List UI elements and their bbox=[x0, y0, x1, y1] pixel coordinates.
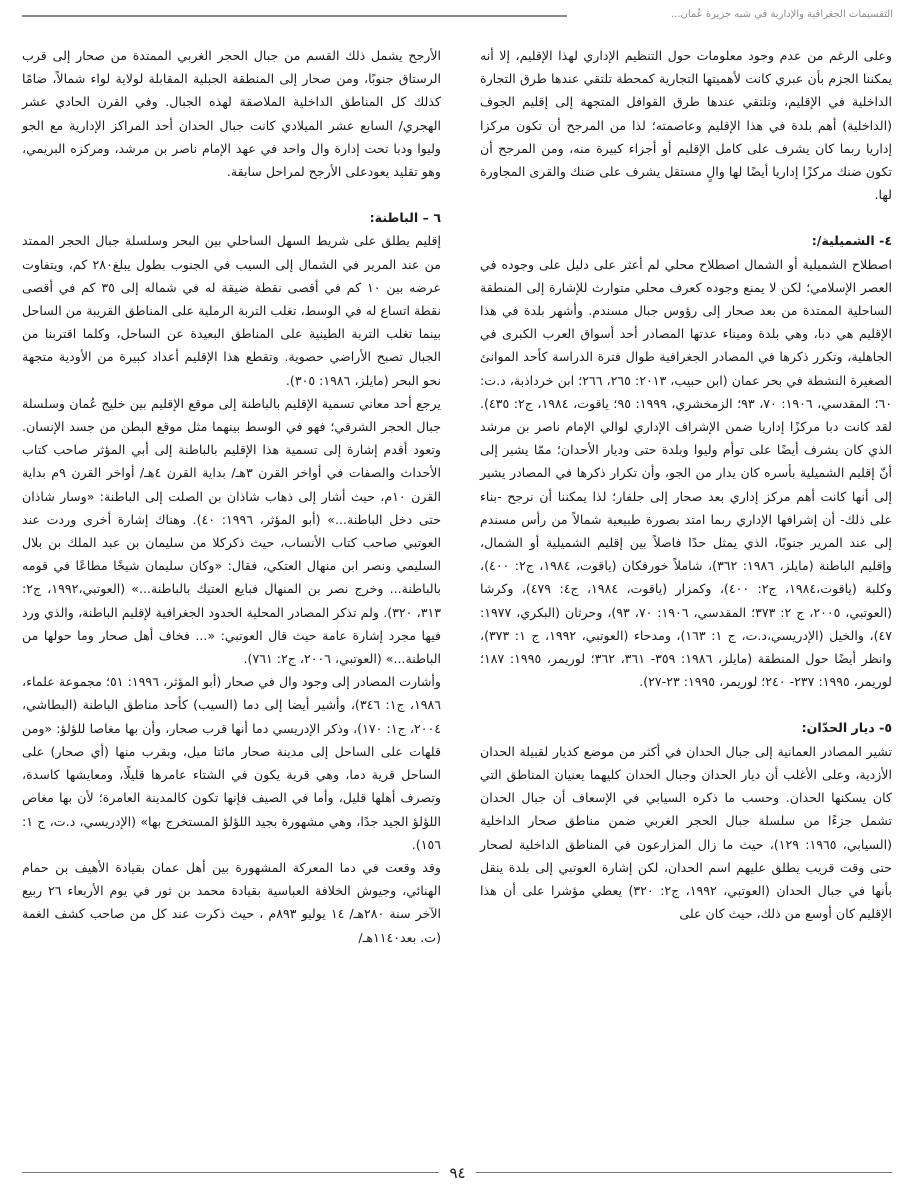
body-paragraph: الأرجح يشمل ذلك القسم من جبال الحجر الغربي الممتدة من صحار إلى قرب الرستاق جنوبًا، ومن صحار إلى المنطقة الجبلية المقابلة لولاية لواء شمالاً، ضامًا كذلك كل المناطق الداخلية الملاصقة لهذه الجبال. وفي القرن الحادي عشر الهجري/ السابع عشر الميلادي كانت جبال الحدان أحد المراكز الإدارية مع الجو وليوا ودبا تحت إدارة وال واحد في عهد الإمام ناصر بن مرشد، ومركزه البريمي، وهو تقليد يعودعلى الأرجح لمراحل سابقة. bbox=[22, 48, 441, 180]
body-paragraph: اصطلاح الشميلية أو الشمال اصطلاح محلي لم أعثر على دليل على وجوده في العصر الإسلامي؛ لكن لا يمنع وجوده كعرف محلي متوارث للإشارة إلى المنطقة الساحلية الممتدة من بعد صحار إلى رؤوس جبال مسندم. وأشهر بلدة في هذا الإقليم هي دبا، وهي بلدة وميناء عدتها المصادر أحد أسواق العرب الكبرى في الجاهلية، وتكرر ذكرها في المصادر الجغرافية طوال فترة الدراسة كأحد الموانئ الصغيرة النشطة في بحر عمان (ابن حبيب، ٢٠١٣: ٢٦٥، ٢٦٦؛ ابن خرداذبة، د.ت: ٦٠؛ المقدسي، ١٩٠٦: ٧٠، ٩٣؛ الزمخشري، ١٩٩٩: ٩٥؛ ياقوت، ١٩٨٤، ج٢: ٤٣٥). لقد كانت دبا مركزًا إداريا ضمن الإشراف الإداري لوالي الإمام ناصر بن مرشد الذي كان يشرف أيضًا على توأم وليوا وبلدة حتى وديار الأحدان؛ ممّا يشير إلى أنّ إقليم الشميلية بأسره كان يدار من الجو، وأن تكرار ذكرها في المصادر يشير إلى أنها كانت أهم مركز إداري بعد صحار إلى جلفار؛ لذا يمكننا أن نرجح -بناء على ذلك- أن إشرافها الإداري ربما امتد بصورة طبيعية شمالاً من رأس مسندم إلى عند المرير جنوبًا، الذي يمثل حدًا فاصلاً بين إقليم الشميلية أو الشمال، وإقليم الباطنة (مايلز، ١٩٨٦: ٣٦٢)، شاملاً خورفكان (ياقوت، ١٩٨٤، ج٢: ٤٠٠)، وكلبة (ياقوت،١٩٨٤، ج٢: ٤٠٠)، وكمزار (ياقوت، ١٩٨٤، ج٤: ٤٧٩)، وكرشا (العوتبي، ٢٠٠٥، ج ٢: ٣٧٣؛ المقدسي، ١٩٠٦: ٧٠، ٩٣)، وحرثان (البكري، ١٩٧٧: ٤٧)، والخيل (الإدريسي،د.ت، ج ١: ١٦٣)، ومدحاء (العوتبي، ١٩٩٢، ج ١: ٣٧٣)، وانظر أيضًا حول المنطقة (مايلز، ١٩٨٦: ٣٥٩- ٣٦١، ٣٦٢؛ لوريمر، ١٩٩٥: ١٨٧؛ لوريمر، ١٩٩٥: ٢٣٧- ٢٤٠؛ لوريمر، ١٩٩٥: ٢٣-٢٧). bbox=[480, 256, 893, 690]
left-text-column bbox=[22, 44, 441, 949]
paragraph-gap bbox=[480, 206, 892, 229]
section-heading: ٦ – الباطنة: bbox=[369, 210, 441, 226]
running-header bbox=[0, 9, 915, 23]
page-number: ٩٤ bbox=[439, 1164, 475, 1182]
paragraph-gap bbox=[480, 693, 892, 716]
header-title: التقسيمات الجغرافية والإدارية في شبه جزيرة عُمان... bbox=[670, 9, 893, 20]
header-rule bbox=[22, 15, 567, 17]
body-paragraph: وقد وقعت في دما المعركة المشهورة بين أهل عمان بقيادة الأهيف بن حمام الهنائي، وجيوش الخلافة العباسية بقيادة محمد بن ثور في يوم الأربعاء ٢٦ ربيع الآخر سنة ٢٨٠هـ/ ١٤ يوليو ٨٩٣م ، حيث ذكرت عند كل من صاحب كشف الغمة (ت. بعد١١٤٠هـ/ bbox=[22, 859, 442, 945]
body-paragraph: إقليم يطلق على شريط السهل الساحلي بين البحر وسلسلة جبال الحجر الممتد من عند المرير في الشمال إلى السيب في الجنوب بطول يبلغ٢٨٠ كم، ويتفاوت عرضه بين ١٠ كم في أقصى نقطة ضيقة له في شماله إلى ٣٥ كم في أقصى نقطة اتساع له في الوسط، تغلب التربة الرملية على المناطق القريبة من الساحل بينما تغلب التربة الطينية على المناطق البعيدة عن الساحل، وكلما اقتربنا من الجبال تصبح الأراضي حصوية. وتقطع هذا الإقليم أعداد كبيرة من الأودية متجهة نحو البحر (مايلز، ١٩٨٦: ٣٠٥). bbox=[22, 233, 442, 388]
page-number-wrap bbox=[0, 1164, 915, 1182]
body-paragraph: تشير المصادر العمانية إلى جبال الحدان في أكثر من موضع كديار لقبيلة الحدان الأزدية، وعلى الأغلب أن ديار الحدان وجبال الحدان كليهما يعنيان المناطق التي كان يسكنها الحدان. وحسب ما ذكره السيابي في الإسعاف أن جبال الحدان تشمل جزءًا من سلسلة جبال الحجر الغربي ضمن مناطق صحار الداخلية (السيابي، ١٩٦٥: ١٢٩)، حيث ما زال المزارعون في المناطق الداخلية لصحار حتى وقت قريب يطلق عليهم اسم الحدان، لكن إشارة العوتبي إلى بلدة ينقل بأنها في جبال الحدان (العوتبي، ١٩٩٢، ج٢: ٣٢٠) يعطي مؤشرا على أن هذا الإقليم كان أوسع من ذلك، حيث كان على bbox=[480, 743, 892, 922]
right-text-column bbox=[480, 44, 892, 925]
paragraph-gap bbox=[22, 183, 441, 206]
section-heading: ٤- الشميلية/: bbox=[811, 233, 892, 249]
body-paragraph: يرجع أحد معاني تسمية الإقليم بالباطنة إلى موقع الإقليم بين خليج عُمان وسلسلة جبال الحجر الشرقي؛ فهو في الوسط بينهما مثل موقع البطن من جسد الإنسان. وتعود أقدم إشارة إلى تسمية هذا الإقليم بالباطنة إلى أبي المؤثر صاحب كتاب الأحداث والصفات في أواخر القرن ٣هـ/ بداية القرن ٤هـ/ أواخر القرن ٩م بداية القرن ١٠م، حيث أشار إلى ذهاب شاذان بن الصلت إلى الباطنة: «وسار شاذان حتى دخل الباطنة...» (أبو المؤثر، ١٩٩٦: ٤٠). وهناك إشارة أخرى وردت عند العوتبي صاحب كتاب الأنساب، حيث ذكركلا من سليمان بن عبد الملك بن بلال السليمي ونصر ابن منهال العتكي، فقال: «وكان سليمان شيخًا مطاعًا في قومه بالباطنة... وخرج نصر بن المنهال فبايع العتيك بالباطنة...» (العوتبي،١٩٩٢، ج٢: ٣١٣، ٣٢٠). ولم تذكر المصادر المحلية الحدود الجغرافية لإقليم الباطنة، والذي ورد فيها مجرد إشارة عامة حيث قال العوتبي: «... فخاف أهل صحار وما حولها من الباطنة...» (العوتبي، ٢٠٠٦، ج٢: ٧٦١). bbox=[22, 395, 441, 667]
section-heading: ٥- ديار الحدّان: bbox=[801, 720, 892, 736]
body-paragraph: وأشارت المصادر إلى وجود وال في صحار (أبو المؤثر، ١٩٩٦: ٥١؛ مجموعة علماء، ١٩٨٦، ج١: ٣٤٦)، وأشير أيضا إلى دما (السيب) كأحد مناطق الباطنة (البطاشي، ٢٠٠٤، ج١: ١٧٠)، وذكر الإدريسي دما أنها قرب صحار، وأن بها مغاصا للؤلؤ: «ومن قلهات على الساحل إلى مدينة صحار مائتا ميل، وبقرب منها (أي صحار) على الساحل قرية دما، وهي قرية يكون في الشتاء عامرها قليلًا، ومعايشها كاسدة، وتصرف أهلها قليل، وأما في الصيف فإنها تكون كالمدينة العامرة؛ لأن بها مغاص اللؤلؤ الجيد جدًا، وهي مشهورة بجيد اللؤلؤ المستخرج بها» (الإدريسي، د.ت، ج ١: ١٥٦). bbox=[22, 674, 442, 852]
body-paragraph: وعلى الرغم من عدم وجود معلومات حول التنظيم الإداري لهذا الإقليم، إلا أنه يمكننا الجزم بأن عبري كانت لأهميتها التجارية كمحطة تلتقي عندها طرق التجارة الداخلية في الإقليم، وتلتقي عندها طرق القوافل المتجهة إلى إقليم الجوف (الداخلية) أهم بلدة في هذا الإقليم وعاصمته؛ لذا من المرجح أن تكون مركزا إداريا ربما كان يشرف على كامل الإقليم أو أجزاء كبيرة منه، ومن المرجح أن تكون ضنك مركزًا إداريا أيضًا لها والٍ مستقل يشرف على ضنك والقرى المجاورة لها. bbox=[480, 48, 892, 203]
